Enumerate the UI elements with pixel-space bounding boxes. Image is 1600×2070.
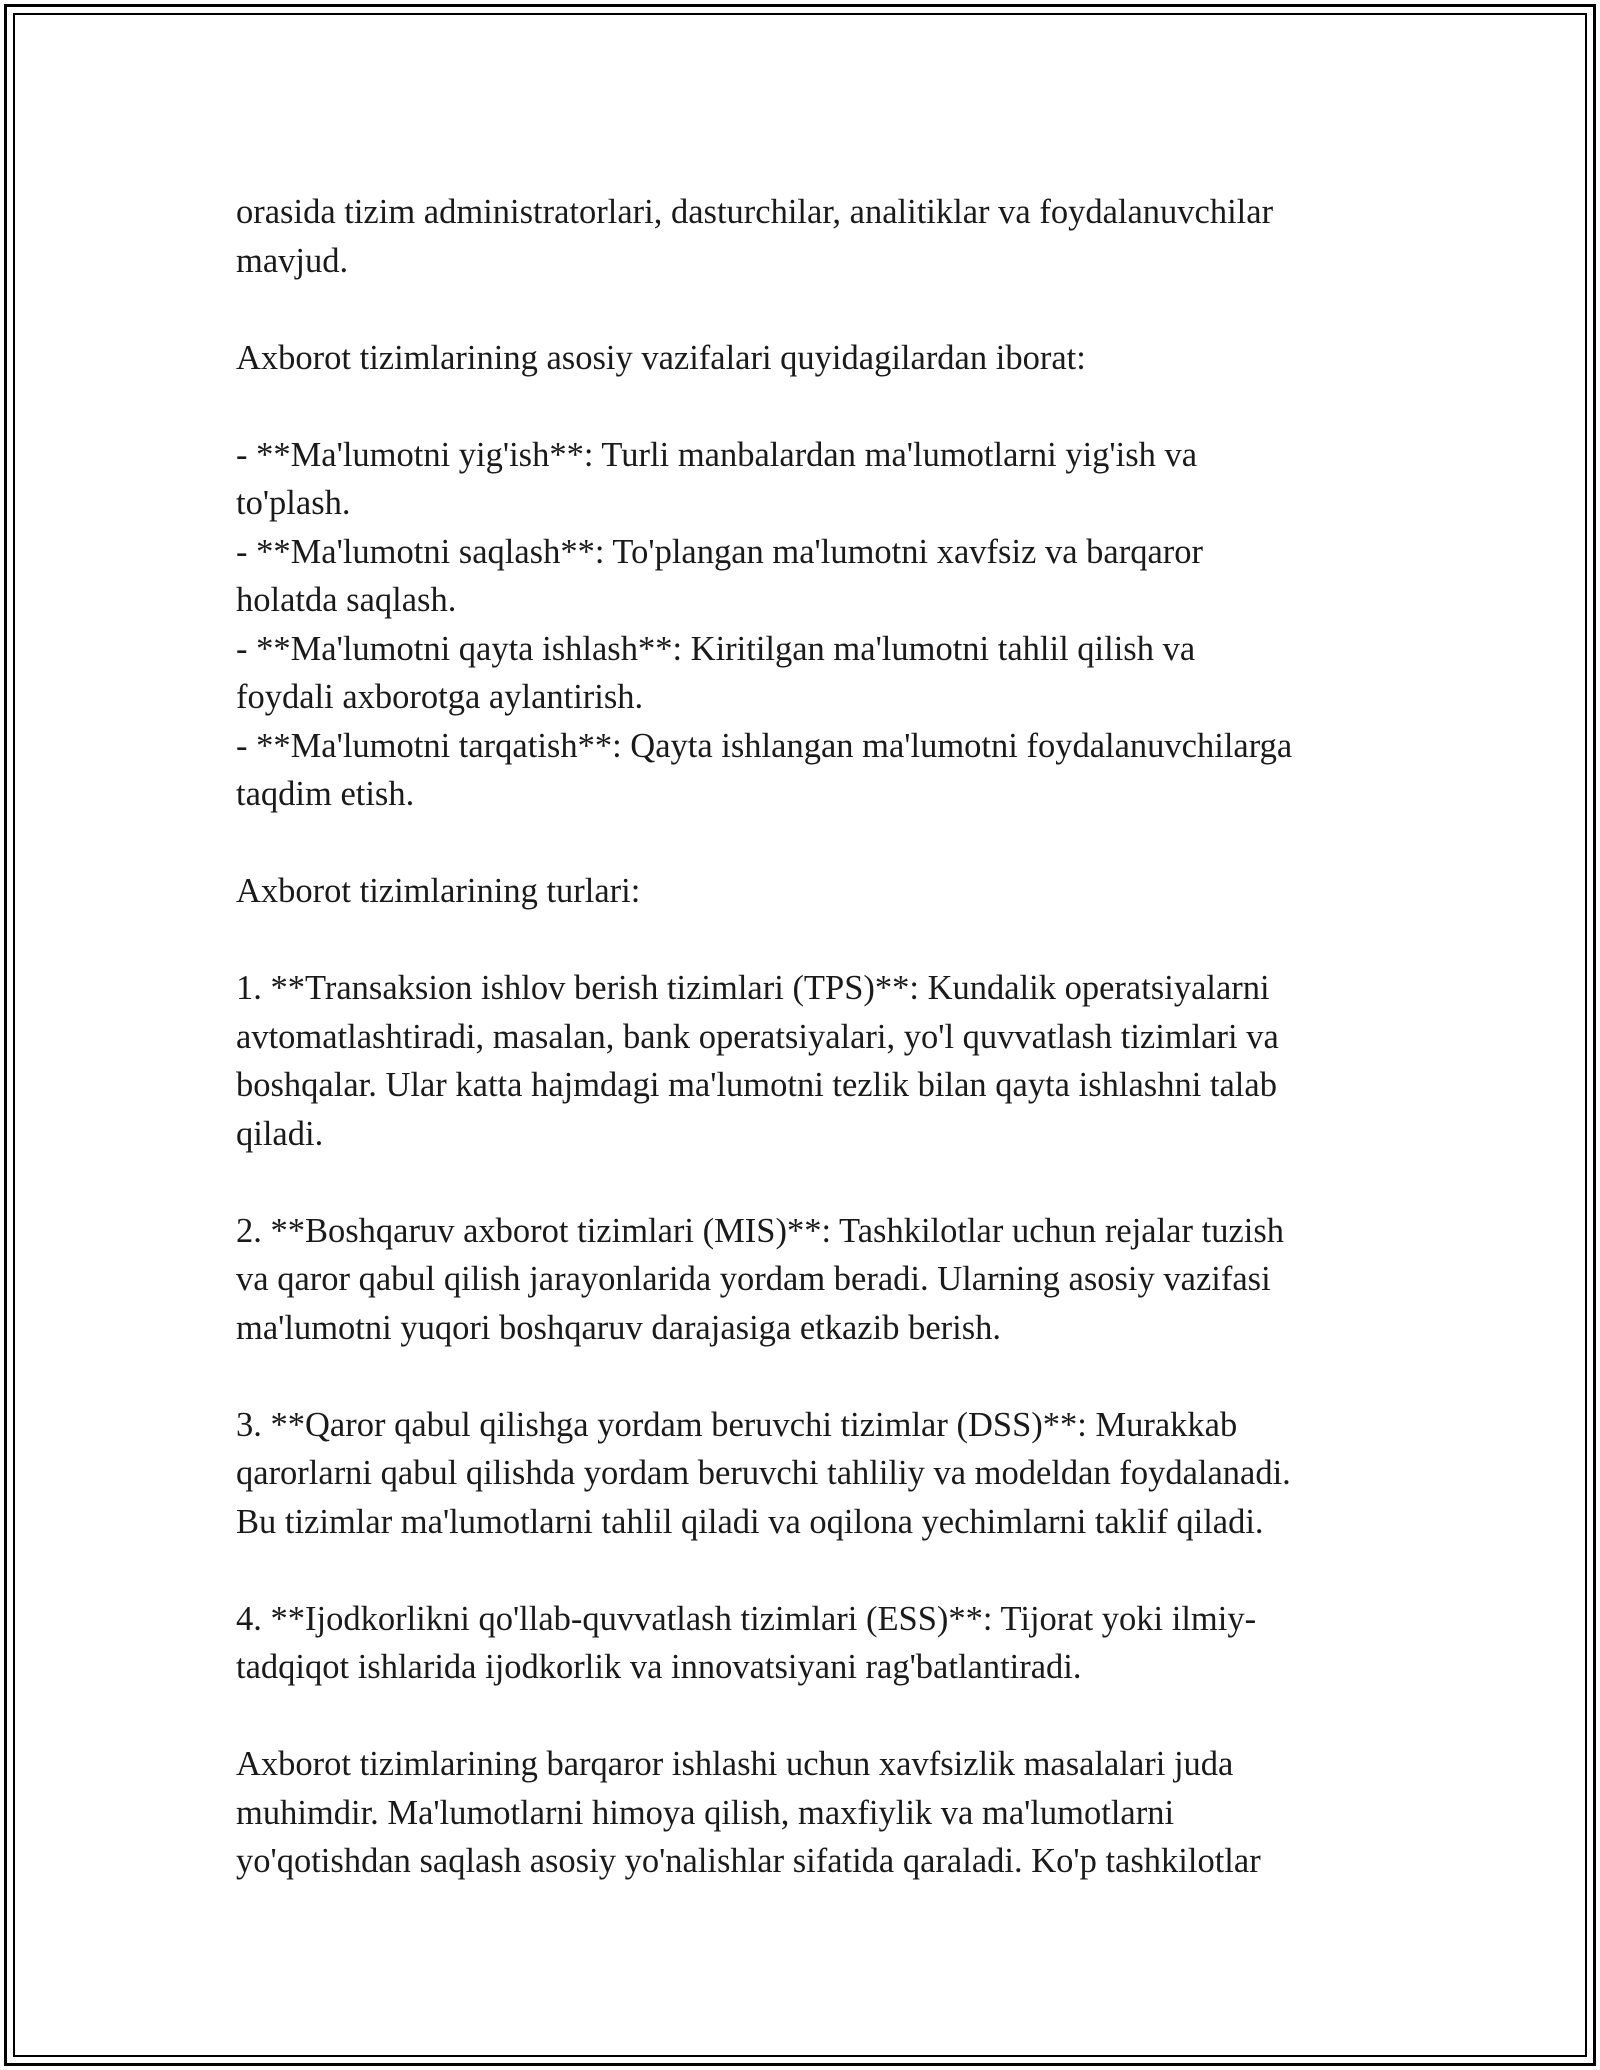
- list-item-line: holatda saqlash.: [236, 581, 457, 619]
- list-item-line: 2. **Boshqaruv axborot tizimlari (MIS)**: Tashkilotlar uchun rejalar tuzish: [236, 1211, 1285, 1250]
- list-item-line: va qaror qabul qilish jarayonlarida yordam beradi. Ularning asosiy vazifasi: [236, 1260, 1271, 1298]
- list-item-line: to'plash.: [236, 484, 351, 522]
- list-item-line: 1. **Transaksion ishlov berish tizimlari (TPS)**: Kundalik operatsiyalarni: [236, 969, 1270, 1007]
- list-item-line: taqdim etish.: [236, 775, 415, 813]
- list-item-line: 3. **Qaror qabul qilishga yordam beruvchi tizimlar (DSS)**: Murakkab: [236, 1405, 1238, 1444]
- list-item-line: - **Ma'lumotni tarqatish**: Qayta ishlangan ma'lumotni foydalanuvchilarga: [236, 726, 1293, 765]
- list-item-line: tadqiqot ishlarida ijodkorlik va innovatsiyani rag'batlantiradi.: [236, 1648, 1082, 1686]
- list-item-line: avtomatlashtiradi, masalan, bank operatsiyalari, yo'l quvvatlash tizimlari va: [236, 1017, 1279, 1056]
- text-line: Axborot tizimlarining turlari:: [236, 872, 641, 910]
- document-body: [236, 188, 1376, 1886]
- paragraph-functions-heading: [236, 334, 1376, 383]
- list-item-line: 4. **Ijodkorlikni qo'llab-quvvatlash tizimlari (ESS)**: Tijorat yoki ilmiy-: [236, 1599, 1257, 1638]
- paragraph-gap: [236, 1692, 1376, 1741]
- list-item-line: Bu tizimlar ma'lumotlarni tahlil qiladi va oqilona yechimlarni taklif qiladi.: [236, 1502, 1264, 1541]
- list-item-line: foydali axborotga aylantirish.: [236, 678, 644, 716]
- types-item-tps: [236, 964, 1376, 1158]
- paragraph-gap: [236, 1352, 1376, 1401]
- list-item-line: ma'lumotni yuqori boshqaruv darajasiga etkazib berish.: [236, 1308, 1002, 1347]
- types-item-ess: [236, 1595, 1376, 1692]
- functions-list: [236, 431, 1376, 819]
- paragraph-gap: [236, 819, 1376, 868]
- text-line: Axborot tizimlarining asosiy vazifalari quyidagilardan iborat:: [236, 338, 1086, 377]
- list-item-line: - **Ma'lumotni saqlash**: To'plangan ma'lumotni xavfsiz va barqaror: [236, 532, 1204, 571]
- text-line: muhimdir. Ma'lumotlarni himoya qilish, maxfiylik va ma'lumotlarni: [236, 1793, 1175, 1832]
- text-line: mavjud.: [236, 241, 349, 280]
- paragraph-gap: [236, 916, 1376, 965]
- types-item-dss: [236, 1401, 1376, 1547]
- types-item-mis: [236, 1207, 1376, 1353]
- paragraph-intro-continuation: [236, 188, 1376, 285]
- paragraph-gap: [236, 1546, 1376, 1595]
- list-item-line: boshqalar. Ular katta hajmdagi ma'lumotni tezlik bilan qayta ishlashni talab: [236, 1066, 1277, 1104]
- paragraph-security: [236, 1740, 1376, 1886]
- list-item-line: qiladi.: [236, 1114, 324, 1153]
- text-line: yo'qotishdan saqlash asosiy yo'nalishlar sifatida qaraladi. Ko'p tashkilotlar: [236, 1842, 1261, 1880]
- paragraph-gap: [236, 1158, 1376, 1207]
- paragraph-types-heading: [236, 867, 1376, 916]
- text-line: orasida tizim administratorlari, dasturchilar, analitiklar va foydalanuvchilar: [236, 193, 1274, 231]
- list-item-line: - **Ma'lumotni qayta ishlash**: Kiritilgan ma'lumotni tahlil qilish va: [236, 629, 1196, 668]
- paragraph-gap: [236, 382, 1376, 431]
- text-line: Axborot tizimlarining barqaror ishlashi uchun xavfsizlik masalalari juda: [236, 1745, 1234, 1783]
- paragraph-gap: [236, 285, 1376, 334]
- list-item-line: qarorlarni qabul qilishda yordam beruvchi tahliliy va modeldan foydalanadi.: [236, 1454, 1291, 1492]
- list-item-line: - **Ma'lumotni yig'ish**: Turli manbalardan ma'lumotlarni yig'ish va: [236, 435, 1198, 474]
